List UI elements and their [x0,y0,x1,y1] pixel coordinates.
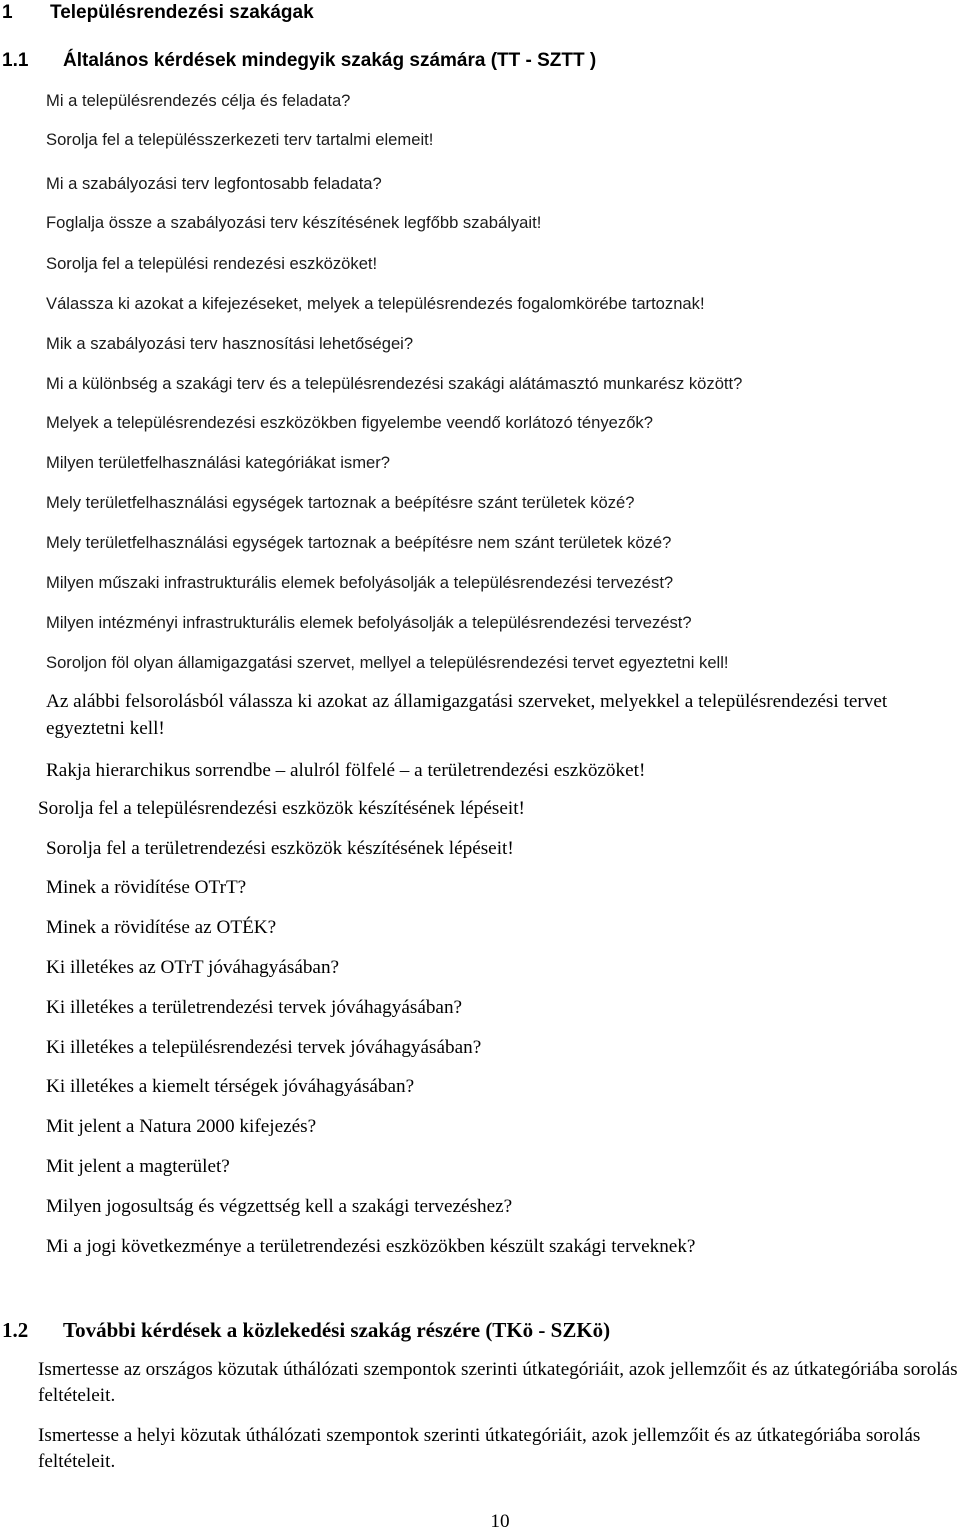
question: Ki illetékes a kiemelt térségek jóváhagyásában? [46,1076,415,1097]
question: Milyen jogosultság és végzettség kell a szakági tervezéshez? [46,1196,513,1217]
question: Melyek a településrendezési eszközökben figyelembe veendő korlátozó tényezők? [46,413,653,432]
chapter-heading [2,0,314,26]
question: Válassza ki azokat a kifejezéseket, melyek a településrendezés fogalomkörébe tartoznak! [46,294,705,313]
paragraph: Ismertesse az országos közutak úthálózati szempontok szerinti útkategóriáit, azok jellemzőit és az útkategóriába sorolás feltételeit. [38,1359,958,1406]
question: Sorolja fel a területrendezési eszközök készítésének lépéseit! [46,838,514,859]
question: Sorolja fel a településrendezési eszközök készítésének lépéseit! [38,798,525,819]
section-title: További kérdések a közlekedési szakág részére (TKö - SZKö) [63,1318,611,1342]
question: Mi a településrendezés célja és feladata? [46,91,351,110]
question: Foglalja össze a szabályozási terv készítésének legfőbb szabályait! [46,213,542,232]
question: Mit jelent a Natura 2000 kifejezés? [46,1116,317,1137]
section-heading-1-1 [2,48,596,74]
question: Sorolja fel a települési rendezési eszközöket! [46,254,378,273]
section-number: 1.1 [2,50,29,71]
question: Milyen műszaki infrastrukturális elemek befolyásolják a településrendezési tervezést? [46,573,674,592]
question: Mely területfelhasználási egységek tartoznak a beépítésre szánt területek közé? [46,493,635,512]
question: Ki illetékes a területrendezési tervek jóváhagyásában? [46,997,463,1018]
question: Mit jelent a magterület? [46,1156,230,1177]
question: Minek a rövidítése OTrT? [46,877,247,898]
question: Rakja hierarchikus sorrendbe – alulról fölfelé – a területrendezési eszközöket! [46,760,646,781]
question: Mi a jogi következménye a területrendezési eszközökben készült szakági terveknek? [46,1236,696,1257]
question: Soroljon föl olyan államigazgatási szervet, mellyel a településrendezési tervet egyeztetni kell! [46,653,729,672]
paragraph: Ismertesse a helyi közutak úthálózati szempontok szerinti útkategóriáit, azok jellemzőit és az útkategóriába sorolás feltételeit. [38,1425,921,1472]
chapter-title: Településrendezési szakágak [50,2,314,23]
question: Mik a szabályozási terv hasznosítási lehetőségei? [46,334,414,353]
question: Ki illetékes az OTrT jóváhagyásában? [46,957,340,978]
question: Az alábbi felsorolásból válassza ki azokat az államigazgatási szerveket, melyekkel a településrendezési tervet egyeztetni kell! [46,691,888,739]
question: Milyen területfelhasználási kategóriákat ismer? [46,453,391,472]
question: Mi a különbség a szakági terv és a településrendezési szakági alátámasztó munkarész között? [46,374,743,393]
question: Milyen intézményi infrastrukturális elemek befolyásolják a településrendezési tervezést? [46,613,692,632]
question: Mely területfelhasználási egységek tartoznak a beépítésre nem szánt területek közé? [46,533,672,552]
section-heading-1-2 [2,1317,610,1343]
section-title: Általános kérdések mindegyik szakág számára (TT - SZTT ) [63,50,597,71]
section-number: 1.2 [2,1318,29,1342]
question: Minek a rövidítése az OTÉK? [46,917,277,938]
question: Sorolja fel a településszerkezeti terv tartalmi elemeit! [46,130,434,149]
question: Mi a szabályozási terv legfontosabb feladata? [46,174,382,193]
chapter-number: 1 [2,2,13,23]
question: Ki illetékes a településrendezési tervek jóváhagyásában? [46,1037,482,1058]
page-number: 10 [490,1511,510,1532]
